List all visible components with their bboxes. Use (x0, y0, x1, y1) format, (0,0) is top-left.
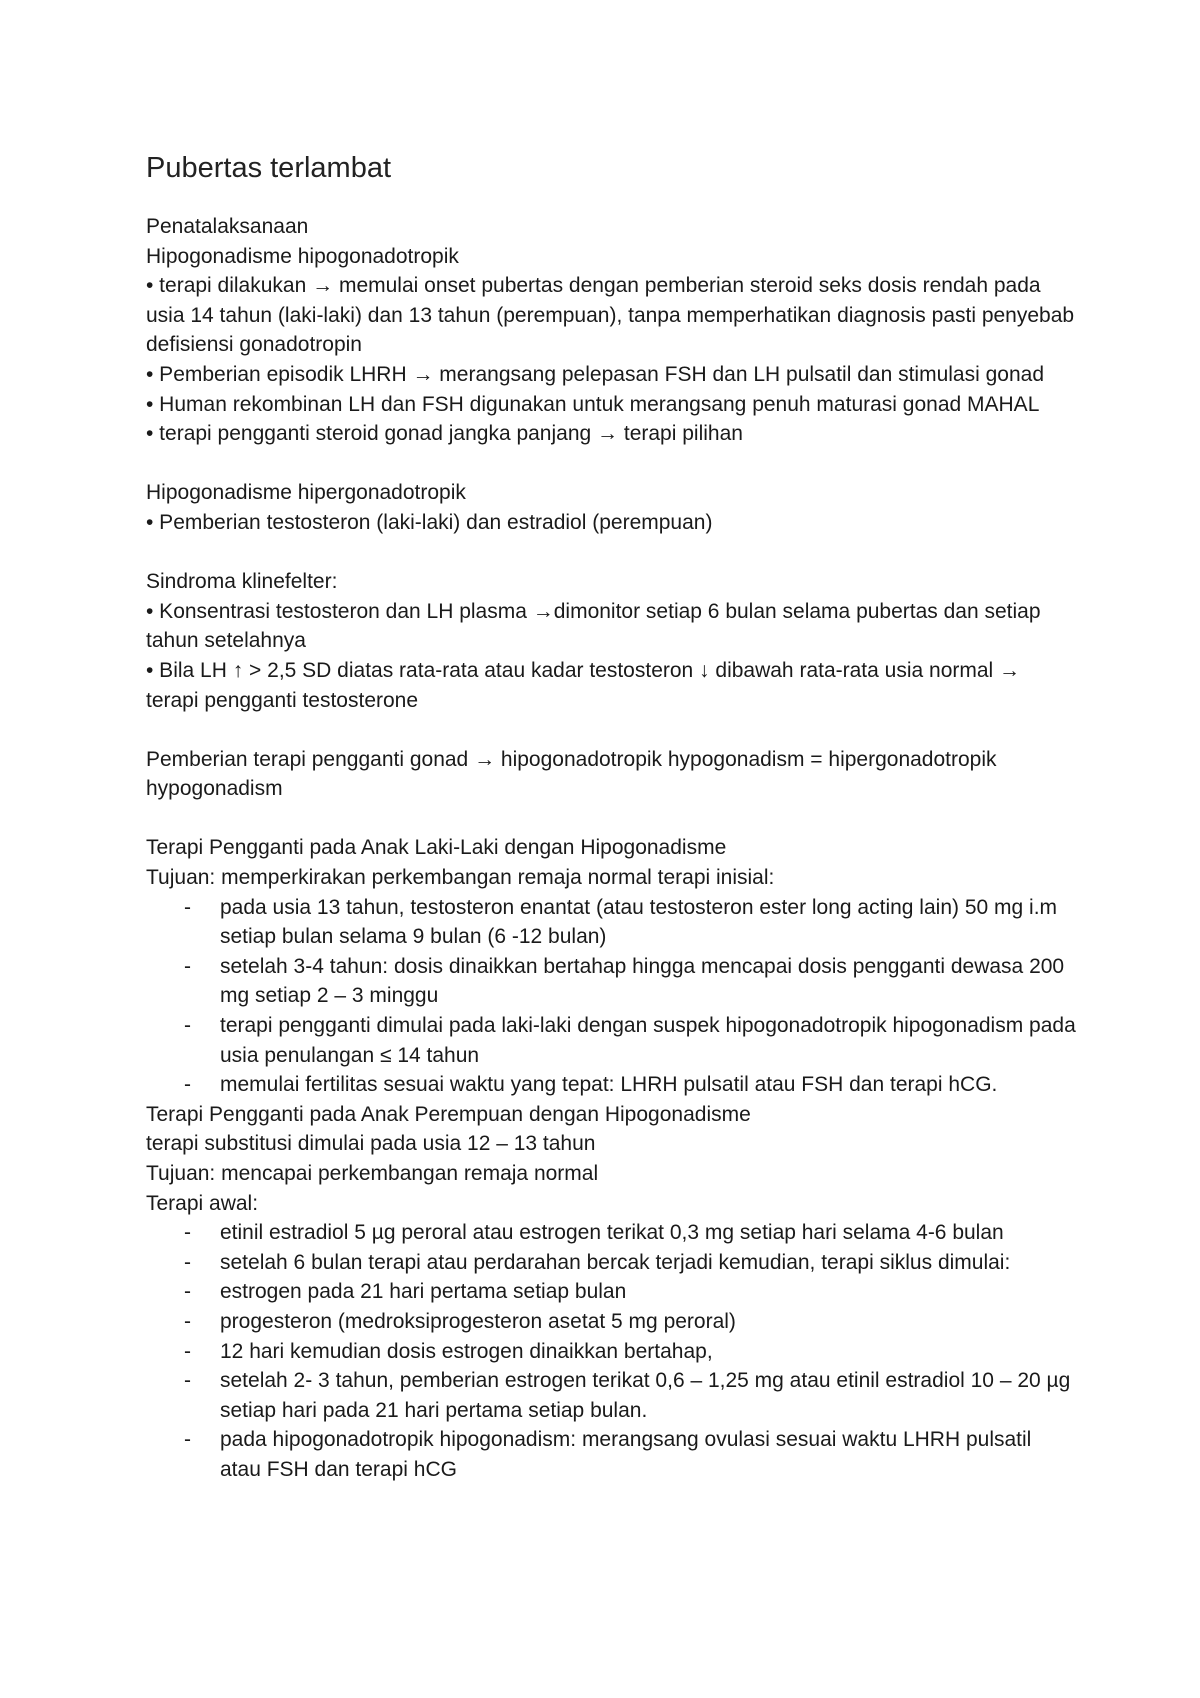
spacer (146, 449, 1076, 479)
paragraph-pemberian: Pemberian terapi pengganti gonad → hipogonadotropik hypogonadism = hipergonadotropik hypogonadism (146, 747, 997, 801)
list-item: - memulai fertilitas sesuai waktu yang tepat: LHRH pulsatil atau FSH dan terapi hCG. (146, 1070, 1076, 1100)
document-body (146, 148, 1076, 1485)
page-title: Pubertas terlambat (146, 152, 392, 184)
bullet-item: • Pemberian testosteron (laki-laki) dan estradiol (perempuan) (146, 510, 713, 534)
bullet-item: • Human rekombinan LH dan FSH digunakan untuk merangsang penuh maturasi gonad MAHAL (146, 392, 1040, 416)
list-item: - pada hipogonadotropik hipogonadism: merangsang ovulasi sesuai waktu LHRH pulsatil atau FSH dan terapi hCG (146, 1425, 1076, 1484)
list-terapi-perempuan (146, 1218, 1076, 1484)
list-item: - 12 hari kemudian dosis estrogen dinaikkan bertahap, (146, 1337, 1076, 1367)
bullet-item: • terapi dilakukan → memulai onset pubertas dengan pemberian steroid seks dosis rendah pada usia 14 tahun (laki-laki) dan 13 tahun (perempuan), tanpa memperhatikan diagnosis pasti penyebab defisiensi gonadotropin (146, 274, 1075, 357)
list-item: - etinil estradiol 5 µg peroral atau estrogen terikat 0,3 mg setiap hari selama 4-6 bulan (146, 1218, 1076, 1248)
subtext-perempuan: terapi substitusi dimulai pada usia 12 – 13 tahun (146, 1132, 596, 1156)
heading-terapi-laki-laki: Terapi Pengganti pada Anak Laki-Laki dengan Hipogonadisme (146, 836, 727, 860)
list-item: - progesteron (medroksiprogesteron asetat 5 mg peroral) (146, 1307, 1076, 1337)
heading-hipergonadotropik: Hipogonadisme hipergonadotropik (146, 481, 466, 505)
tujuan-laki-laki: Tujuan: memperkirakan perkembangan remaja normal terapi inisial: (146, 866, 775, 890)
list-item: - setelah 6 bulan terapi atau perdarahan bercak terjadi kemudian, terapi siklus dimulai: (146, 1248, 1076, 1278)
bullet-item: • Bila LH ↑ > 2,5 SD diatas rata-rata atau kadar testosteron ↓ dibawah rata-rata usia normal → terapi pengganti testosterone (146, 658, 1021, 712)
spacer (146, 538, 1076, 568)
heading-klinefelter: Sindroma klinefelter: (146, 570, 338, 594)
section-label-penatalaksanaan: Penatalaksanaan (146, 215, 309, 238)
list-item: - pada usia 13 tahun, testosteron enantat (atau testosteron ester long acting lain) 50 mg i.m setiap bulan selama 9 bulan (6 -12 bulan) (146, 893, 1076, 952)
tujuan-perempuan: Tujuan: mencapai perkembangan remaja normal (146, 1162, 599, 1185)
list-terapi-laki-laki (146, 893, 1076, 1100)
bullet-item: • Konsentrasi testosteron dan LH plasma →dimonitor setiap 6 bulan selama pubertas dan setiap tahun setelahnya (146, 599, 1041, 653)
list-item: - estrogen pada 21 hari pertama setiap bulan (146, 1277, 1076, 1307)
spacer (146, 715, 1076, 745)
heading-hipogonadotropik: Hipogonadisme hipogonadotropik (146, 244, 459, 268)
list-item: - setelah 3-4 tahun: dosis dinaikkan bertahap hingga mencapai dosis pengganti dewasa 200 mg setiap 2 – 3 minggu (146, 952, 1076, 1011)
spacer (146, 804, 1076, 834)
heading-terapi-perempuan: Terapi Pengganti pada Anak Perempuan dengan Hipogonadisme (146, 1102, 751, 1126)
list-item: - terapi pengganti dimulai pada laki-laki dengan suspek hipogonadotropik hipogonadism pada usia penulangan ≤ 14 tahun (146, 1011, 1076, 1070)
label-terapi-awal: Terapi awal: (146, 1191, 259, 1215)
bullet-item: • Pemberian episodik LHRH → merangsang pelepasan FSH dan LH pulsatil dan stimulasi gonad (146, 362, 1045, 386)
list-item: - setelah 2- 3 tahun, pemberian estrogen terikat 0,6 – 1,25 mg atau etinil estradiol 10 – 20 µg setiap hari pada 21 hari pertama setiap bulan. (146, 1366, 1076, 1425)
bullet-item: • terapi pengganti steroid gonad jangka panjang → terapi pilihan (146, 422, 743, 446)
